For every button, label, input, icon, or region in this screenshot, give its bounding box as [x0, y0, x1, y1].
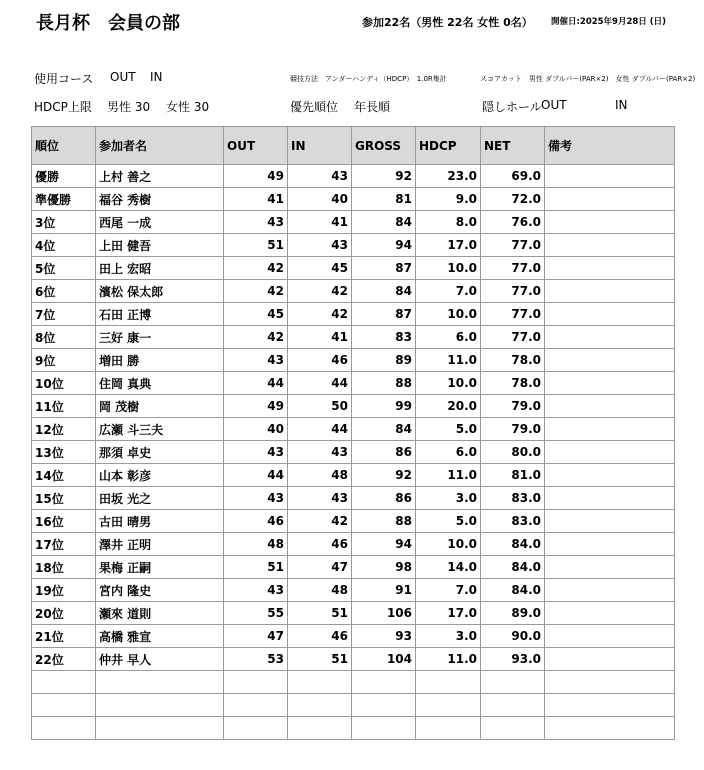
cell-name: 西尾 一成	[96, 211, 224, 234]
cell-remarks	[545, 441, 675, 464]
cell-in: 48	[288, 464, 352, 487]
cell-rank: 15位	[32, 487, 96, 510]
cell-rank	[32, 717, 96, 740]
cell-rank: 優勝	[32, 165, 96, 188]
cell-name: 上村 善之	[96, 165, 224, 188]
header-net: NET	[481, 127, 545, 165]
cell-name: 高橋 雅宣	[96, 625, 224, 648]
table-row	[32, 418, 675, 441]
cell-out: 40	[224, 418, 288, 441]
cell-in: 46	[288, 349, 352, 372]
cell-remarks	[545, 303, 675, 326]
cell-in: 41	[288, 326, 352, 349]
cell-rank: 19位	[32, 579, 96, 602]
cell-rank	[32, 694, 96, 717]
cell-rank: 9位	[32, 349, 96, 372]
cell-in: 42	[288, 280, 352, 303]
cell-in: 44	[288, 372, 352, 395]
cell-hdcp: 23.0	[416, 165, 481, 188]
table-row	[32, 257, 675, 280]
cell-name: 上田 健吾	[96, 234, 224, 257]
cell-out	[224, 694, 288, 717]
cell-in: 46	[288, 625, 352, 648]
cell-remarks	[545, 510, 675, 533]
cell-hdcp: 11.0	[416, 464, 481, 487]
cell-in: 40	[288, 188, 352, 211]
cell-remarks	[545, 211, 675, 234]
cell-name: 濱松 保太郎	[96, 280, 224, 303]
cell-remarks	[545, 464, 675, 487]
cell-rank: 18位	[32, 556, 96, 579]
cell-gross	[352, 671, 416, 694]
cell-net: 79.0	[481, 418, 545, 441]
cell-out: 41	[224, 188, 288, 211]
cell-rank: 10位	[32, 372, 96, 395]
cell-net: 79.0	[481, 395, 545, 418]
cell-hdcp: 7.0	[416, 280, 481, 303]
cell-in: 43	[288, 234, 352, 257]
cell-gross	[352, 717, 416, 740]
cell-in: 42	[288, 303, 352, 326]
cell-out: 49	[224, 165, 288, 188]
cell-name	[96, 694, 224, 717]
cell-name: 石田 正博	[96, 303, 224, 326]
cell-name: 福谷 秀樹	[96, 188, 224, 211]
hidden-hole-in: IN	[615, 98, 628, 112]
table-row	[32, 441, 675, 464]
priority-value: 年長順	[354, 100, 391, 114]
cell-hdcp: 10.0	[416, 372, 481, 395]
cell-net	[481, 717, 545, 740]
cell-out: 42	[224, 326, 288, 349]
cell-gross: 91	[352, 579, 416, 602]
competition-method: 競技方法 アンダーハンディ（HDCP） 1.0R集計	[290, 75, 447, 83]
cell-remarks	[545, 372, 675, 395]
cell-gross: 94	[352, 533, 416, 556]
cell-net	[481, 694, 545, 717]
cell-gross: 84	[352, 211, 416, 234]
results-table	[31, 126, 675, 740]
cell-name: 那須 卓史	[96, 441, 224, 464]
table-row	[32, 372, 675, 395]
header-gross: GROSS	[352, 127, 416, 165]
cell-name	[96, 671, 224, 694]
cell-hdcp: 7.0	[416, 579, 481, 602]
cell-rank: 21位	[32, 625, 96, 648]
table-row	[32, 349, 675, 372]
cell-gross: 99	[352, 395, 416, 418]
cell-in: 47	[288, 556, 352, 579]
cell-out: 43	[224, 211, 288, 234]
table-row	[32, 165, 675, 188]
cell-out: 44	[224, 464, 288, 487]
cell-remarks	[545, 671, 675, 694]
cell-in: 46	[288, 533, 352, 556]
cell-name: 広瀬 斗三夫	[96, 418, 224, 441]
cell-hdcp	[416, 694, 481, 717]
hdcp-limit-female: 女性 30	[166, 100, 210, 114]
cell-gross: 83	[352, 326, 416, 349]
cell-out: 51	[224, 556, 288, 579]
cell-hdcp: 3.0	[416, 625, 481, 648]
table-row	[32, 326, 675, 349]
cell-gross: 104	[352, 648, 416, 671]
cell-rank: 準優勝	[32, 188, 96, 211]
cell-in: 42	[288, 510, 352, 533]
cell-in: 50	[288, 395, 352, 418]
cell-name: 岡 茂樹	[96, 395, 224, 418]
cell-rank: 5位	[32, 257, 96, 280]
cell-remarks	[545, 648, 675, 671]
event-date: 開催日:2025年9月28日 (日)	[551, 17, 667, 27]
course-in: IN	[150, 70, 163, 84]
cell-out: 47	[224, 625, 288, 648]
hdcp-limit-male: 男性 30	[107, 100, 151, 114]
table-row	[32, 303, 675, 326]
hdcp-limit-label: HDCP上限	[34, 100, 92, 114]
cell-remarks	[545, 533, 675, 556]
cell-gross: 106	[352, 602, 416, 625]
cell-name: 三好 康一	[96, 326, 224, 349]
course-label: 使用コース	[34, 72, 94, 86]
cell-hdcp: 5.0	[416, 510, 481, 533]
cell-in: 41	[288, 211, 352, 234]
table-row	[32, 188, 675, 211]
cell-net: 77.0	[481, 303, 545, 326]
table-row	[32, 510, 675, 533]
cell-rank: 22位	[32, 648, 96, 671]
cell-remarks	[545, 349, 675, 372]
header-rank: 順位	[32, 127, 96, 165]
cell-net: 77.0	[481, 326, 545, 349]
cell-net: 89.0	[481, 602, 545, 625]
cell-out	[224, 671, 288, 694]
cell-out: 49	[224, 395, 288, 418]
cell-out: 46	[224, 510, 288, 533]
table-row	[32, 464, 675, 487]
cell-remarks	[545, 579, 675, 602]
cell-net: 83.0	[481, 510, 545, 533]
header-remarks: 備考	[545, 127, 675, 165]
cell-rank	[32, 671, 96, 694]
cell-gross: 89	[352, 349, 416, 372]
cell-net: 76.0	[481, 211, 545, 234]
course-out: OUT	[110, 70, 136, 84]
cell-gross: 88	[352, 510, 416, 533]
cell-remarks	[545, 234, 675, 257]
cell-hdcp: 11.0	[416, 349, 481, 372]
cell-rank: 11位	[32, 395, 96, 418]
table-row	[32, 579, 675, 602]
cell-name: 田上 宏昭	[96, 257, 224, 280]
cell-rank: 16位	[32, 510, 96, 533]
cell-out: 43	[224, 441, 288, 464]
cell-remarks	[545, 487, 675, 510]
cell-gross: 98	[352, 556, 416, 579]
cell-remarks	[545, 694, 675, 717]
hidden-hole-label: 隠しホール	[482, 100, 542, 114]
table-row	[32, 602, 675, 625]
cell-gross: 84	[352, 280, 416, 303]
cell-name: 増田 勝	[96, 349, 224, 372]
cell-rank: 3位	[32, 211, 96, 234]
cell-rank: 8位	[32, 326, 96, 349]
cell-remarks	[545, 188, 675, 211]
cell-name: 澤井 正明	[96, 533, 224, 556]
table-row	[32, 625, 675, 648]
cell-net: 84.0	[481, 533, 545, 556]
cell-out: 55	[224, 602, 288, 625]
cell-name: 瀬來 道則	[96, 602, 224, 625]
table-row	[32, 671, 675, 694]
cell-out: 53	[224, 648, 288, 671]
cell-gross: 92	[352, 464, 416, 487]
cell-hdcp: 17.0	[416, 602, 481, 625]
score-cut: スコアカット 男性 ダブルパー(PAR×2) 女性 ダブルパー(PAR×2)	[480, 75, 696, 83]
cell-in: 51	[288, 602, 352, 625]
cell-net: 80.0	[481, 441, 545, 464]
cell-remarks	[545, 165, 675, 188]
cell-hdcp: 5.0	[416, 418, 481, 441]
cell-rank: 14位	[32, 464, 96, 487]
cell-out: 44	[224, 372, 288, 395]
table-row	[32, 533, 675, 556]
cell-net: 84.0	[481, 579, 545, 602]
header-out: OUT	[224, 127, 288, 165]
cell-out: 51	[224, 234, 288, 257]
table-row	[32, 487, 675, 510]
cell-gross: 88	[352, 372, 416, 395]
cell-out	[224, 717, 288, 740]
table-header-row	[32, 127, 675, 165]
cell-in	[288, 671, 352, 694]
cell-gross: 94	[352, 234, 416, 257]
cell-gross: 86	[352, 441, 416, 464]
cell-gross: 87	[352, 303, 416, 326]
cell-net: 72.0	[481, 188, 545, 211]
cell-net: 84.0	[481, 556, 545, 579]
cell-hdcp: 11.0	[416, 648, 481, 671]
cell-net: 83.0	[481, 487, 545, 510]
cell-remarks	[545, 395, 675, 418]
cell-remarks	[545, 326, 675, 349]
cell-net: 69.0	[481, 165, 545, 188]
cell-in: 43	[288, 441, 352, 464]
cell-hdcp: 10.0	[416, 303, 481, 326]
cell-remarks	[545, 257, 675, 280]
table-row	[32, 556, 675, 579]
hidden-hole-out: OUT	[541, 98, 567, 112]
cell-name: 仲井 早人	[96, 648, 224, 671]
table-row	[32, 395, 675, 418]
cell-in	[288, 717, 352, 740]
header-hdcp: HDCP	[416, 127, 481, 165]
cell-net: 93.0	[481, 648, 545, 671]
table-row	[32, 717, 675, 740]
cell-hdcp: 6.0	[416, 441, 481, 464]
cell-in: 44	[288, 418, 352, 441]
cell-rank: 17位	[32, 533, 96, 556]
cell-hdcp	[416, 717, 481, 740]
cell-net: 90.0	[481, 625, 545, 648]
cell-net: 77.0	[481, 257, 545, 280]
cell-remarks	[545, 418, 675, 441]
cell-hdcp: 9.0	[416, 188, 481, 211]
cell-gross: 86	[352, 487, 416, 510]
cell-hdcp: 8.0	[416, 211, 481, 234]
cell-in: 48	[288, 579, 352, 602]
cell-in: 43	[288, 487, 352, 510]
cell-out: 42	[224, 280, 288, 303]
cell-net: 77.0	[481, 280, 545, 303]
cell-rank: 12位	[32, 418, 96, 441]
priority-label: 優先順位	[290, 100, 339, 114]
cell-name: 山本 彰彦	[96, 464, 224, 487]
cell-net: 78.0	[481, 349, 545, 372]
cell-hdcp: 14.0	[416, 556, 481, 579]
cell-name: 果梅 正嗣	[96, 556, 224, 579]
cell-rank: 7位	[32, 303, 96, 326]
table-row	[32, 694, 675, 717]
cell-in	[288, 694, 352, 717]
cell-name: 住岡 真典	[96, 372, 224, 395]
page-title: 長月杯 会員の部	[36, 13, 180, 34]
cell-net: 81.0	[481, 464, 545, 487]
cell-hdcp: 10.0	[416, 257, 481, 280]
cell-rank: 13位	[32, 441, 96, 464]
cell-name	[96, 717, 224, 740]
cell-name: 古田 晴男	[96, 510, 224, 533]
cell-name: 田坂 光之	[96, 487, 224, 510]
table-row	[32, 234, 675, 257]
cell-out: 42	[224, 257, 288, 280]
cell-name: 宮内 隆史	[96, 579, 224, 602]
cell-gross: 87	[352, 257, 416, 280]
cell-remarks	[545, 717, 675, 740]
header-name: 参加者名	[96, 127, 224, 165]
header-in: IN	[288, 127, 352, 165]
cell-gross	[352, 694, 416, 717]
table-row	[32, 280, 675, 303]
cell-gross: 84	[352, 418, 416, 441]
cell-remarks	[545, 280, 675, 303]
cell-net: 78.0	[481, 372, 545, 395]
cell-in: 43	[288, 165, 352, 188]
cell-hdcp	[416, 671, 481, 694]
cell-rank: 6位	[32, 280, 96, 303]
cell-hdcp: 10.0	[416, 533, 481, 556]
cell-rank: 20位	[32, 602, 96, 625]
cell-net: 77.0	[481, 234, 545, 257]
table-row	[32, 211, 675, 234]
cell-out: 43	[224, 579, 288, 602]
cell-remarks	[545, 556, 675, 579]
cell-in: 45	[288, 257, 352, 280]
cell-hdcp: 20.0	[416, 395, 481, 418]
cell-gross: 92	[352, 165, 416, 188]
table-row	[32, 648, 675, 671]
cell-hdcp: 3.0	[416, 487, 481, 510]
participant-count: 参加22名（男性 22名 女性 0名）	[362, 16, 533, 29]
cell-gross: 81	[352, 188, 416, 211]
cell-hdcp: 6.0	[416, 326, 481, 349]
cell-hdcp: 17.0	[416, 234, 481, 257]
cell-out: 43	[224, 487, 288, 510]
cell-rank: 4位	[32, 234, 96, 257]
cell-gross: 93	[352, 625, 416, 648]
cell-remarks	[545, 602, 675, 625]
cell-out: 43	[224, 349, 288, 372]
cell-out: 45	[224, 303, 288, 326]
cell-net	[481, 671, 545, 694]
cell-in: 51	[288, 648, 352, 671]
cell-remarks	[545, 625, 675, 648]
cell-out: 48	[224, 533, 288, 556]
